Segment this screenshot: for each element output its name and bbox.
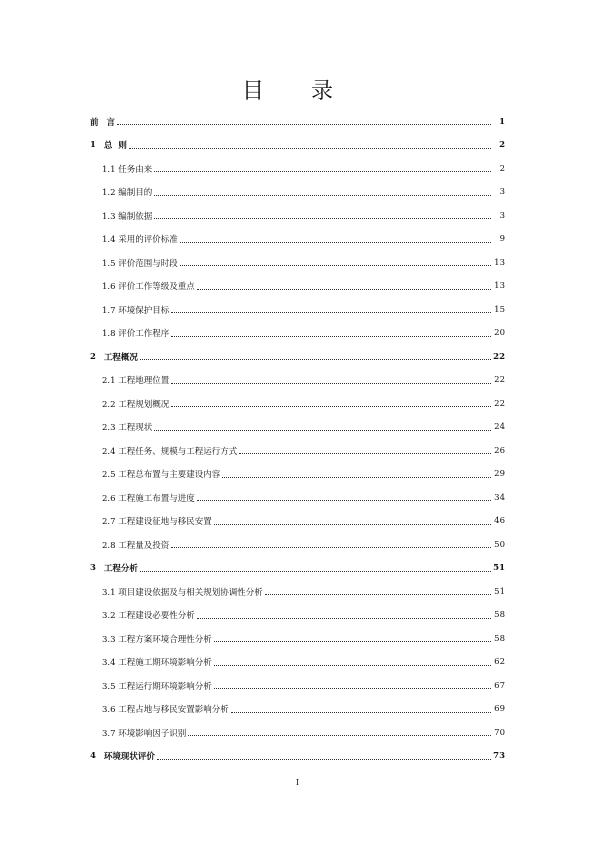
toc-entry-label: 1.6 评价工作等级及重点 [102, 282, 195, 293]
page-title: 目 录 [242, 79, 353, 104]
toc-entry-label: 3.1 项目建设依据及与相关规划协调性分析 [102, 587, 263, 598]
toc-entry-page: 20 [494, 328, 505, 339]
toc-entry-page: 3 [499, 210, 505, 221]
toc-entry[interactable] [90, 486, 505, 510]
toc-entry-page: 13 [494, 281, 505, 292]
toc-leader-dots [188, 735, 491, 736]
toc-entry-label: 2.8 工程量及投资 [102, 540, 170, 551]
toc-leader-dots [171, 406, 491, 407]
toc-entry-page: 22 [493, 351, 505, 362]
toc-entry-number: 1 [90, 140, 96, 151]
toc-leader-dots [154, 218, 491, 219]
toc-leader-dots [140, 359, 491, 360]
toc-entry[interactable] [90, 463, 505, 487]
toc-entry-page: 69 [494, 704, 505, 715]
toc-entry[interactable] [90, 721, 505, 745]
toc-entry-label: 2.1 工程地理位置 [102, 376, 170, 387]
toc-entry[interactable] [90, 533, 505, 557]
toc-leader-dots [214, 524, 491, 525]
toc-leader-dots [180, 242, 491, 243]
toc-leader-dots [171, 312, 491, 313]
toc-leader-dots [231, 712, 491, 713]
toc-entry-label: 2.7 工程建设征地与移民安置 [102, 517, 212, 528]
toc-entry-page: 1 [499, 116, 505, 127]
toc-entry-number: 4 [90, 751, 96, 762]
toc-entry[interactable] [90, 580, 505, 604]
toc-entry-number: 前 [90, 117, 99, 128]
toc-leader-dots [222, 477, 491, 478]
toc-entry-label: 3.3 工程方案环境合理性分析 [102, 634, 212, 645]
toc-entry-label: 1.3 编制依据 [102, 211, 153, 222]
toc-entry[interactable] [90, 745, 505, 769]
toc-entry-page: 3 [499, 187, 505, 198]
toc-leader-dots [197, 500, 491, 501]
toc-entry[interactable] [90, 251, 505, 275]
toc-leader-dots [171, 383, 491, 384]
toc-entry-label: 1.4 采用的评价标准 [102, 235, 178, 246]
toc-entry-label: 工程分析 [103, 564, 138, 575]
toc-entry-page: 22 [494, 375, 505, 386]
toc-entry[interactable] [90, 439, 505, 463]
toc-entry-page: 29 [494, 469, 505, 480]
toc-entry-page: 13 [494, 257, 505, 268]
toc-entry-page: 67 [494, 680, 505, 691]
toc-entry-label: 工程概况 [103, 352, 138, 363]
toc-entry-label: 3.4 工程施工期环境影响分析 [102, 658, 212, 669]
toc-entry-page: 26 [494, 445, 505, 456]
toc-entry-label: 2.5 工程总布置与主要建设内容 [102, 470, 221, 481]
toc-entry[interactable] [90, 275, 505, 299]
toc-leader-dots [180, 265, 491, 266]
toc-entry[interactable] [90, 416, 505, 440]
table-of-contents [90, 110, 505, 768]
toc-entry-label: 2.2 工程规划概况 [102, 399, 170, 410]
toc-entry-page: 70 [494, 727, 505, 738]
toc-entry-label: 总 则 [103, 141, 127, 152]
toc-entry[interactable] [90, 651, 505, 675]
toc-entry-page: 73 [493, 751, 505, 762]
toc-entry[interactable] [90, 557, 505, 581]
toc-entry[interactable] [90, 110, 505, 134]
toc-entry-label: 2.3 工程现状 [102, 423, 153, 434]
toc-entry[interactable] [90, 322, 505, 346]
toc-leader-dots [214, 665, 491, 666]
toc-leader-dots [154, 171, 491, 172]
toc-entry-page: 62 [494, 657, 505, 668]
toc-entry[interactable] [90, 157, 505, 181]
toc-leader-dots [171, 547, 491, 548]
toc-entry[interactable] [90, 228, 505, 252]
toc-entry-page: 15 [494, 304, 505, 315]
toc-entry-page: 24 [494, 422, 505, 433]
toc-entry[interactable] [90, 298, 505, 322]
toc-entry-page: 22 [494, 398, 505, 409]
toc-entry-label: 2.4 工程任务、规模与工程运行方式 [102, 446, 238, 457]
toc-entry-label: 3.7 环境影响因子识别 [102, 728, 187, 739]
toc-entry[interactable] [90, 510, 505, 534]
toc-entry-page: 9 [499, 234, 505, 245]
toc-entry[interactable] [90, 134, 505, 158]
toc-entry-label: 1.1 任务由来 [102, 164, 153, 175]
toc-leader-dots [117, 124, 491, 125]
toc-entry-page: 51 [494, 586, 505, 597]
toc-entry-page: 51 [493, 563, 505, 574]
toc-leader-dots [265, 594, 491, 595]
toc-entry[interactable] [90, 698, 505, 722]
toc-entry[interactable] [90, 369, 505, 393]
toc-leader-dots [214, 641, 491, 642]
toc-entry[interactable] [90, 627, 505, 651]
toc-leader-dots [154, 195, 491, 196]
toc-leader-dots [154, 430, 491, 431]
toc-entry-page: 50 [494, 539, 505, 550]
toc-entry[interactable] [90, 204, 505, 228]
toc-entry-label: 言 [106, 117, 116, 128]
toc-leader-dots [157, 759, 491, 760]
toc-leader-dots [171, 336, 491, 337]
toc-entry-number: 2 [90, 351, 96, 362]
toc-entry-label: 3.2 工程建设必要性分析 [102, 611, 195, 622]
toc-entry-page: 58 [494, 633, 505, 644]
toc-leader-dots [239, 453, 491, 454]
toc-entry-page: 58 [494, 610, 505, 621]
toc-entry[interactable] [90, 604, 505, 628]
toc-entry[interactable] [90, 181, 505, 205]
toc-entry-page: 46 [494, 516, 505, 527]
toc-entry-label: 环境现状评价 [103, 752, 155, 763]
toc-entry-page: 2 [499, 163, 505, 174]
footer-page-number: I [295, 778, 300, 787]
toc-entry[interactable] [90, 674, 505, 698]
toc-entry-label: 1.8 评价工作程序 [102, 329, 170, 340]
toc-entry-label: 1.5 评价范围与时段 [102, 258, 178, 269]
toc-leader-dots [214, 688, 491, 689]
toc-entry-label: 3.6 工程占地与移民安置影响分析 [102, 705, 229, 716]
toc-entry-page: 34 [494, 492, 505, 503]
toc-leader-dots [129, 148, 491, 149]
toc-entry-number: 3 [90, 563, 96, 574]
toc-entry-label: 1.7 环境保护目标 [102, 305, 170, 316]
toc-entry-label: 1.2 编制目的 [102, 188, 153, 199]
toc-entry[interactable] [90, 345, 505, 369]
toc-leader-dots [140, 571, 491, 572]
toc-leader-dots [197, 289, 491, 290]
toc-entry-label: 2.6 工程施工布置与进度 [102, 493, 195, 504]
toc-entry-label: 3.5 工程运行期环境影响分析 [102, 681, 212, 692]
toc-leader-dots [197, 618, 491, 619]
toc-entry[interactable] [90, 392, 505, 416]
toc-entry-page: 2 [499, 140, 505, 151]
